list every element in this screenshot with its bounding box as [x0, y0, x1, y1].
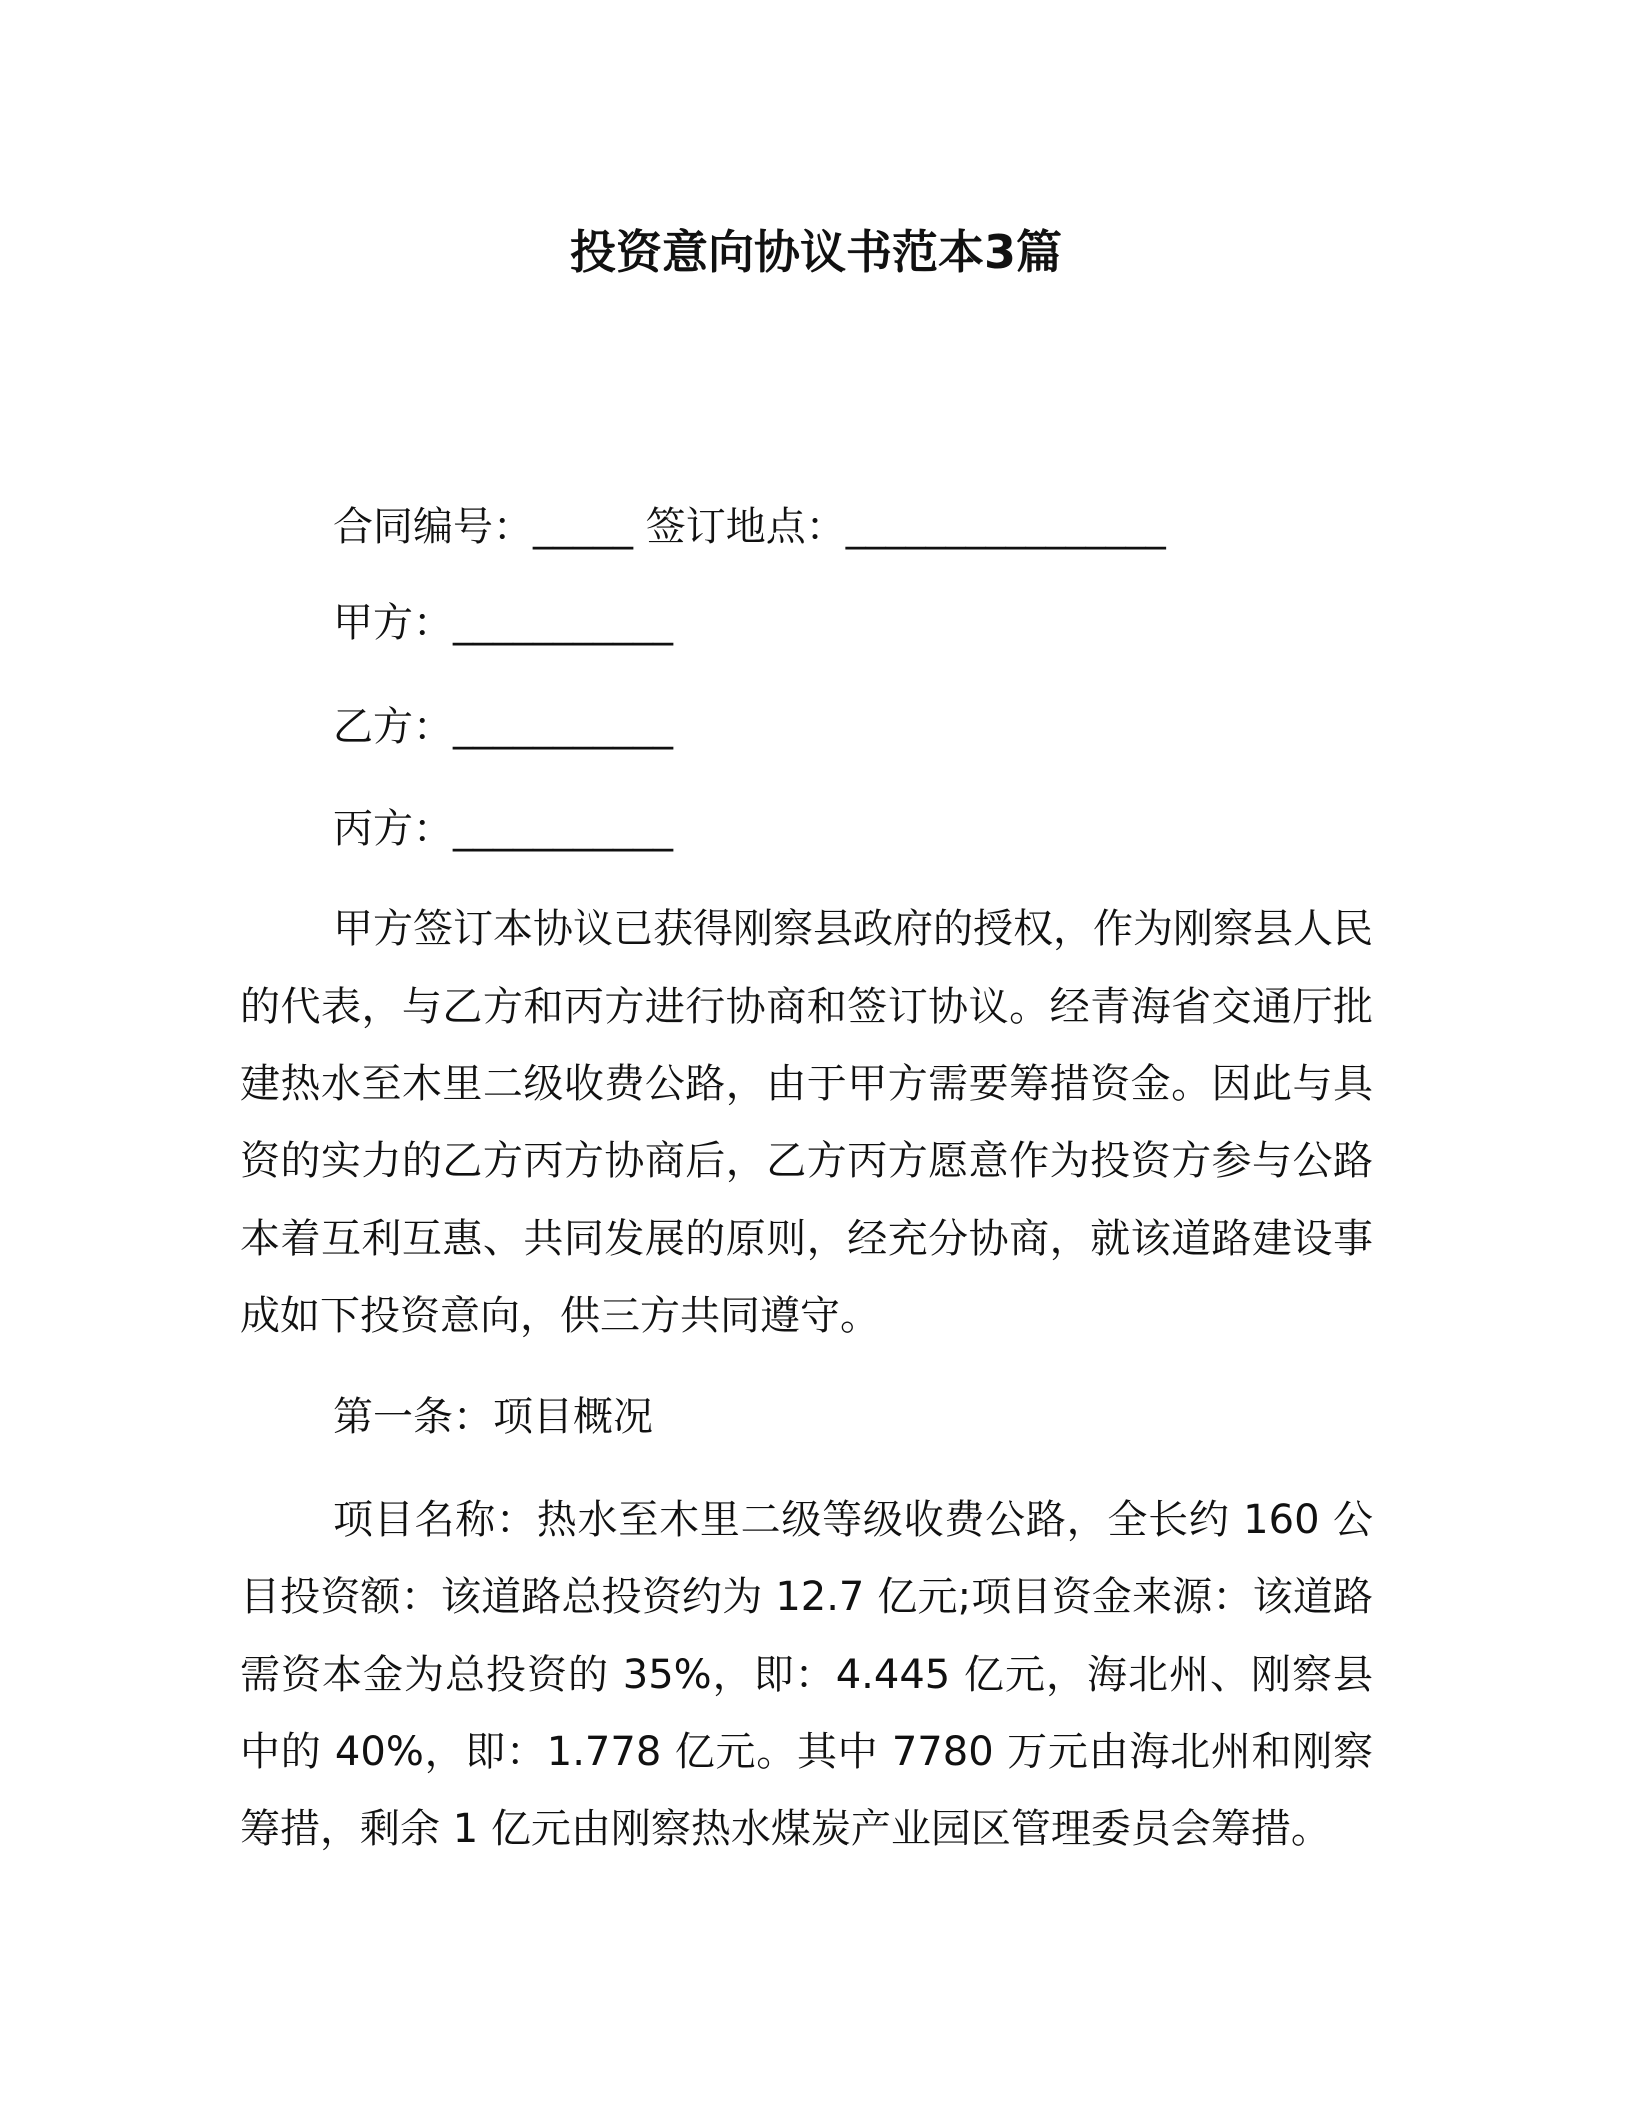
- article-heading: 第一条：项目概况: [333, 1394, 653, 1440]
- paragraph-line: 成如下投资意向，供三方共同遵守。: [240, 1293, 880, 1339]
- paragraph-line: 甲方签订本协议已获得刚察县政府的授权，作为刚察县人民: [333, 906, 1373, 952]
- document-title: 投资意向协议书范本3篇: [569, 225, 1062, 279]
- paragraph-line: 资的实力的乙方丙方协商后，乙方丙方愿意作为投资方参与公路: [240, 1138, 1373, 1184]
- party-c-line: 丙方：___________: [333, 806, 673, 852]
- paragraph-line: 中的 40%，即：1.778 亿元。其中 7780 万元由海北州和刚察: [240, 1729, 1373, 1775]
- paragraph-line: 项目名称：热水至木里二级等级收费公路，全长约 160 公: [333, 1497, 1373, 1543]
- paragraph-line: 需资本金为总投资的 35%，即：4.445 亿元，海北州、刚察县: [240, 1652, 1373, 1698]
- paragraph-line: 本着互利互惠、共同发展的原则，经充分协商，就该道路建设事: [240, 1216, 1373, 1262]
- paragraph-line: 目投资额：该道路总投资约为 12.7 亿元;项目资金来源：该道路: [240, 1574, 1373, 1620]
- paragraph-line: 建热水至木里二级收费公路，由于甲方需要筹措资金。因此与具: [240, 1061, 1373, 1107]
- party-b-line: 乙方：___________: [333, 704, 673, 750]
- contract-number-line: 合同编号：_____ 签订地点：________________: [333, 504, 1166, 550]
- paragraph-line: 的代表，与乙方和丙方进行协商和签订协议。经青海省交通厅批: [240, 984, 1373, 1030]
- paragraph-line: 筹措，剩余 1 亿元由刚察热水煤炭产业园区管理委员会筹措。: [240, 1806, 1331, 1852]
- party-a-line: 甲方：___________: [333, 600, 673, 646]
